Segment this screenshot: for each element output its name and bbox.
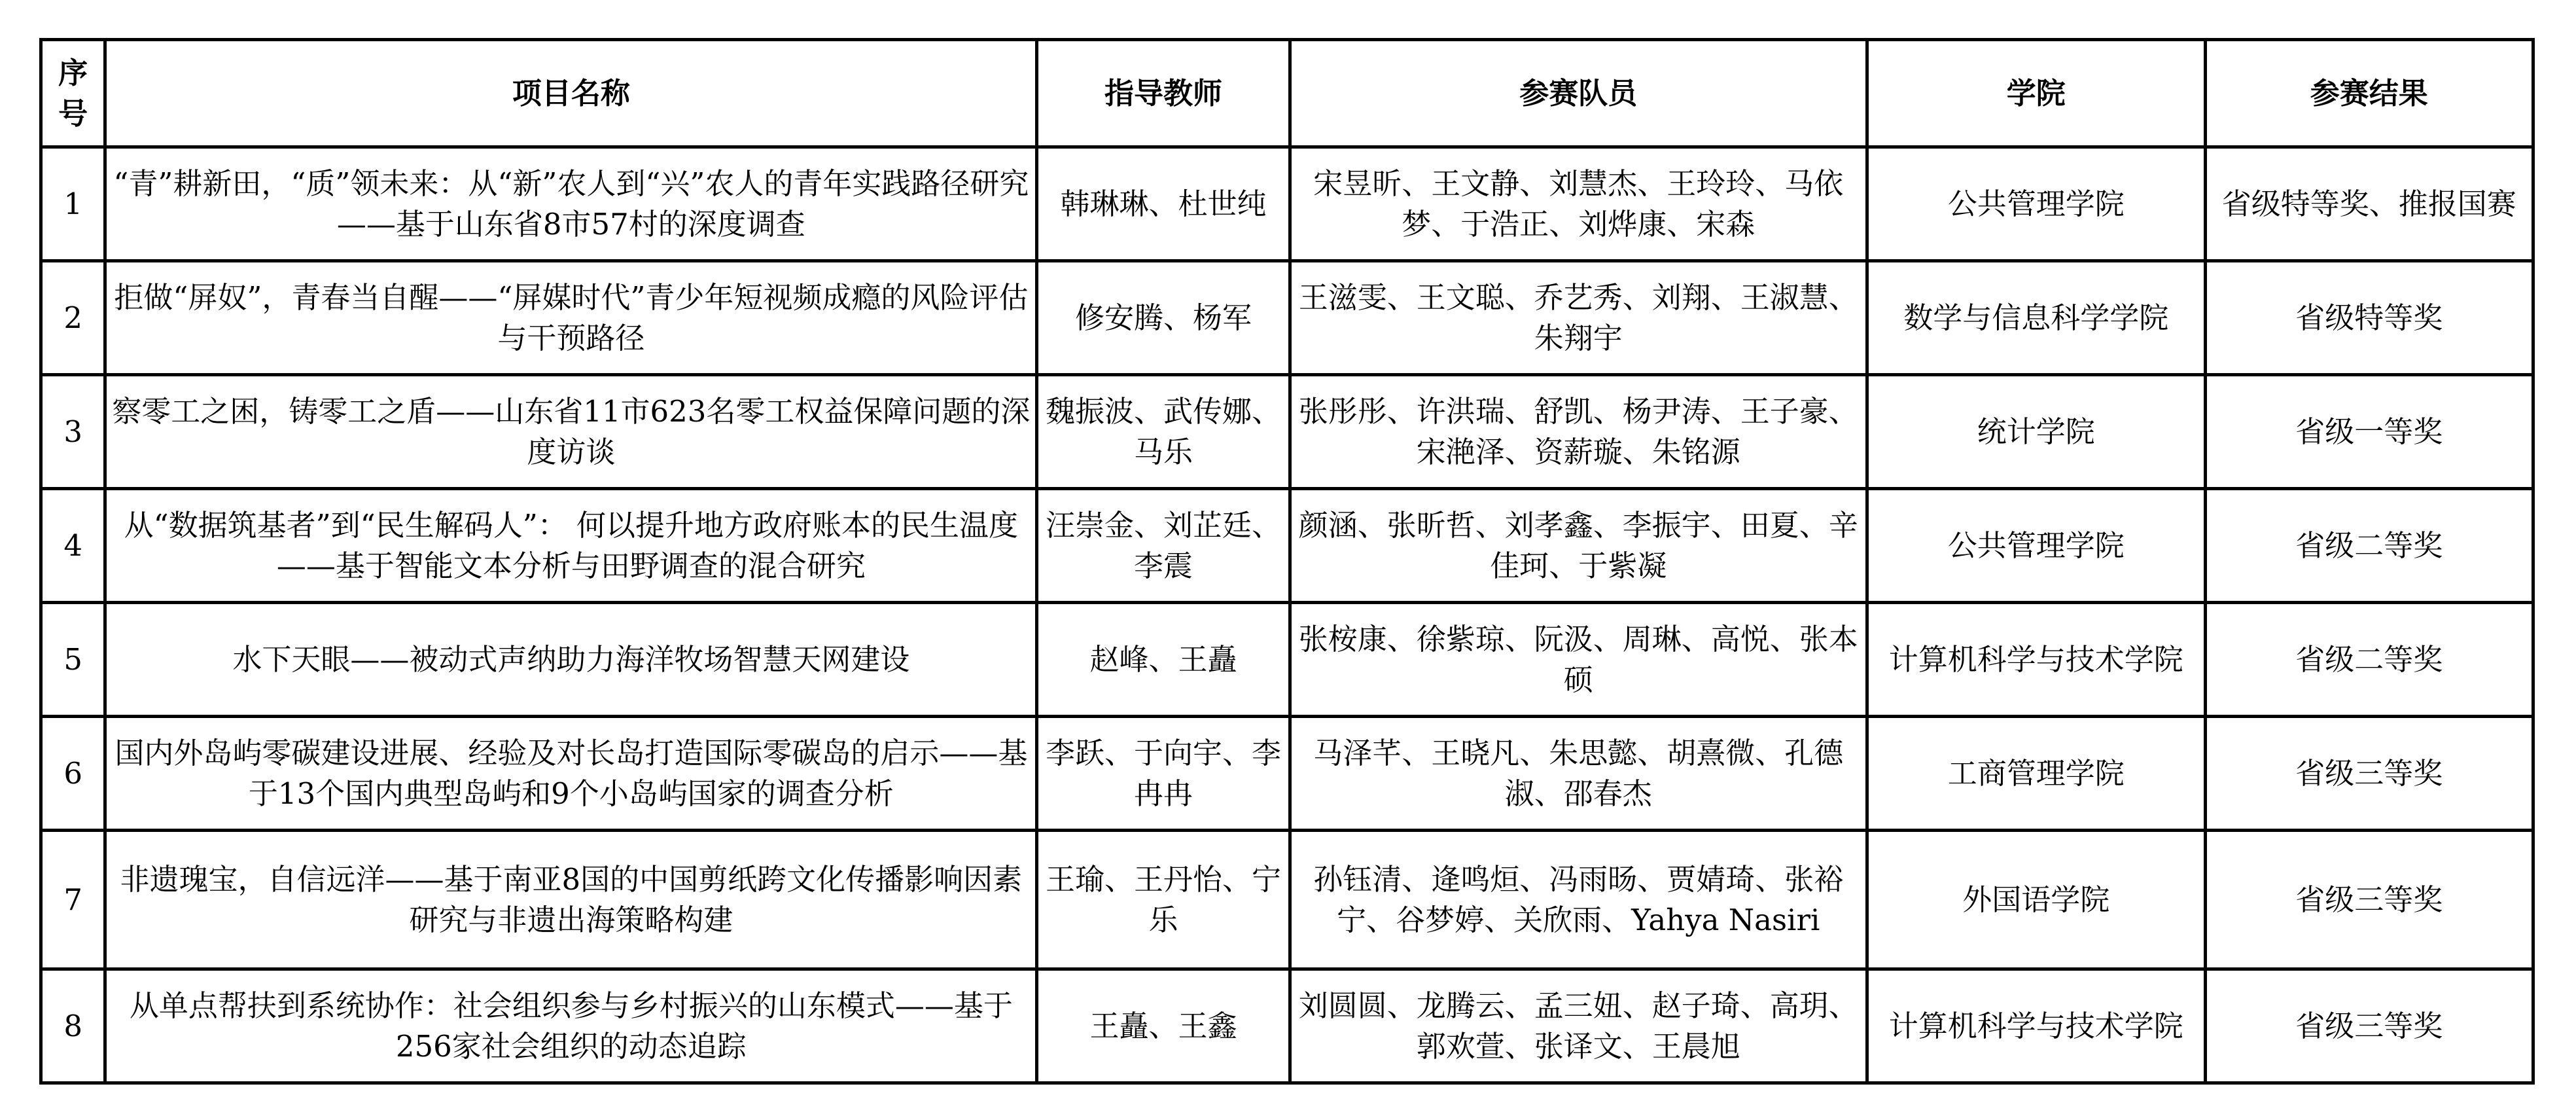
- cell-team: 马泽芊、王晓凡、朱思懿、胡熹微、孔德淑、邵春杰: [1290, 717, 1867, 831]
- cell-college: 统计学院: [1867, 375, 2205, 489]
- cell-college: 工商管理学院: [1867, 717, 2205, 831]
- cell-result: 省级三等奖: [2205, 831, 2533, 969]
- cell-result: 省级特等奖: [2205, 261, 2533, 375]
- cell-teacher: 王瑜、王丹怡、宁乐: [1037, 831, 1290, 969]
- cell-result: 省级二等奖: [2205, 489, 2533, 603]
- cell-no: 8: [41, 969, 105, 1083]
- cell-college: 数学与信息科学学院: [1867, 261, 2205, 375]
- cell-result: 省级三等奖: [2205, 969, 2533, 1083]
- cell-result: 省级三等奖: [2205, 717, 2533, 831]
- cell-college: 公共管理学院: [1867, 147, 2205, 261]
- cell-project-name: 从“数据筑基者”到“民生解码人”： 何以提升地方政府账本的民生温度 ——基于智能文本分析与田野调查的混合研究: [105, 489, 1037, 603]
- cell-result: 省级特等奖、推报国赛: [2205, 147, 2533, 261]
- cell-project-name: “青”耕新田，“质”领未来：从“新”农人到“兴”农人的青年实践路径研究——基于山东省8市57村的深度调查: [105, 147, 1037, 261]
- cell-project-name: 拒做“屏奴”，青春当自醒——“屏媒时代”青少年短视频成瘾的风险评估与干预路径: [105, 261, 1037, 375]
- table-row: [41, 489, 2533, 603]
- award-results-table: [39, 38, 2535, 1085]
- cell-project-name: 国内外岛屿零碳建设进展、经验及对长岛打造国际零碳岛的启示——基于13个国内典型岛屿和9个小岛屿国家的调查分析: [105, 717, 1037, 831]
- cell-teacher: 赵峰、王矗: [1037, 603, 1290, 717]
- cell-project-name: 从单点帮扶到系统协作：社会组织参与乡村振兴的山东模式——基于256家社会组织的动态追踪: [105, 969, 1037, 1083]
- cell-college: 计算机科学与技术学院: [1867, 969, 2205, 1083]
- cell-team: 颜涵、张昕哲、刘孝鑫、李振宇、田夏、辛佳珂、于紫凝: [1290, 489, 1867, 603]
- cell-result: 省级二等奖: [2205, 603, 2533, 717]
- cell-teacher: 王矗、王鑫: [1037, 969, 1290, 1083]
- cell-teacher: 魏振波、武传娜、马乐: [1037, 375, 1290, 489]
- cell-team: 刘圆圆、龙腾云、孟三妞、赵子琦、高玥、郭欢萱、张译文、王晨旭: [1290, 969, 1867, 1083]
- header-team: 参赛队员: [1290, 40, 1867, 147]
- cell-college: 公共管理学院: [1867, 489, 2205, 603]
- cell-college: 外国语学院: [1867, 831, 2205, 969]
- cell-team: 张彤彤、许洪瑞、舒凯、杨尹涛、王子豪、宋滟泽、资薪璇、朱铭源: [1290, 375, 1867, 489]
- cell-team: 张桉康、徐紫琼、阮汲、周琳、高悦、张本硕: [1290, 603, 1867, 717]
- cell-no: 7: [41, 831, 105, 969]
- table-row: [41, 147, 2533, 261]
- table-row: [41, 375, 2533, 489]
- cell-college: 计算机科学与技术学院: [1867, 603, 2205, 717]
- cell-team: 王滋雯、王文聪、乔艺秀、刘翔、王淑慧、朱翔宇: [1290, 261, 1867, 375]
- cell-no: 5: [41, 603, 105, 717]
- table-row: [41, 603, 2533, 717]
- cell-teacher: 修安腾、杨军: [1037, 261, 1290, 375]
- cell-no: 2: [41, 261, 105, 375]
- header-project-name: 项目名称: [105, 40, 1037, 147]
- table-row: [41, 969, 2533, 1083]
- cell-project-name: 察零工之困，铸零工之盾——山东省11市623名零工权益保障问题的深度访谈: [105, 375, 1037, 489]
- table-row: [41, 717, 2533, 831]
- header-college: 学院: [1867, 40, 2205, 147]
- cell-teacher: 李跃、于向宇、李冉冉: [1037, 717, 1290, 831]
- table-header-row: [41, 40, 2533, 147]
- cell-project-name: 水下天眼——被动式声纳助力海洋牧场智慧天网建设: [105, 603, 1037, 717]
- cell-no: 4: [41, 489, 105, 603]
- header-result: 参赛结果: [2205, 40, 2533, 147]
- cell-team: 孙钰清、逄鸣烜、冯雨旸、贾婧琦、张裕宁、谷梦婷、关欣雨、Yahya Nasiri: [1290, 831, 1867, 969]
- cell-teacher: 韩琳琳、杜世纯: [1037, 147, 1290, 261]
- table-row: [41, 261, 2533, 375]
- cell-teacher: 汪崇金、刘芷廷、李震: [1037, 489, 1290, 603]
- cell-no: 1: [41, 147, 105, 261]
- header-teacher: 指导教师: [1037, 40, 1290, 147]
- cell-result: 省级一等奖: [2205, 375, 2533, 489]
- cell-no: 3: [41, 375, 105, 489]
- cell-team: 宋昱昕、王文静、刘慧杰、王玲玲、马依梦、于浩正、刘烨康、宋森: [1290, 147, 1867, 261]
- cell-no: 6: [41, 717, 105, 831]
- table-row: [41, 831, 2533, 969]
- cell-project-name: 非遗瑰宝，自信远洋——基于南亚8国的中国剪纸跨文化传播影响因素研究与非遗出海策略构建: [105, 831, 1037, 969]
- header-no: 序号: [41, 40, 105, 147]
